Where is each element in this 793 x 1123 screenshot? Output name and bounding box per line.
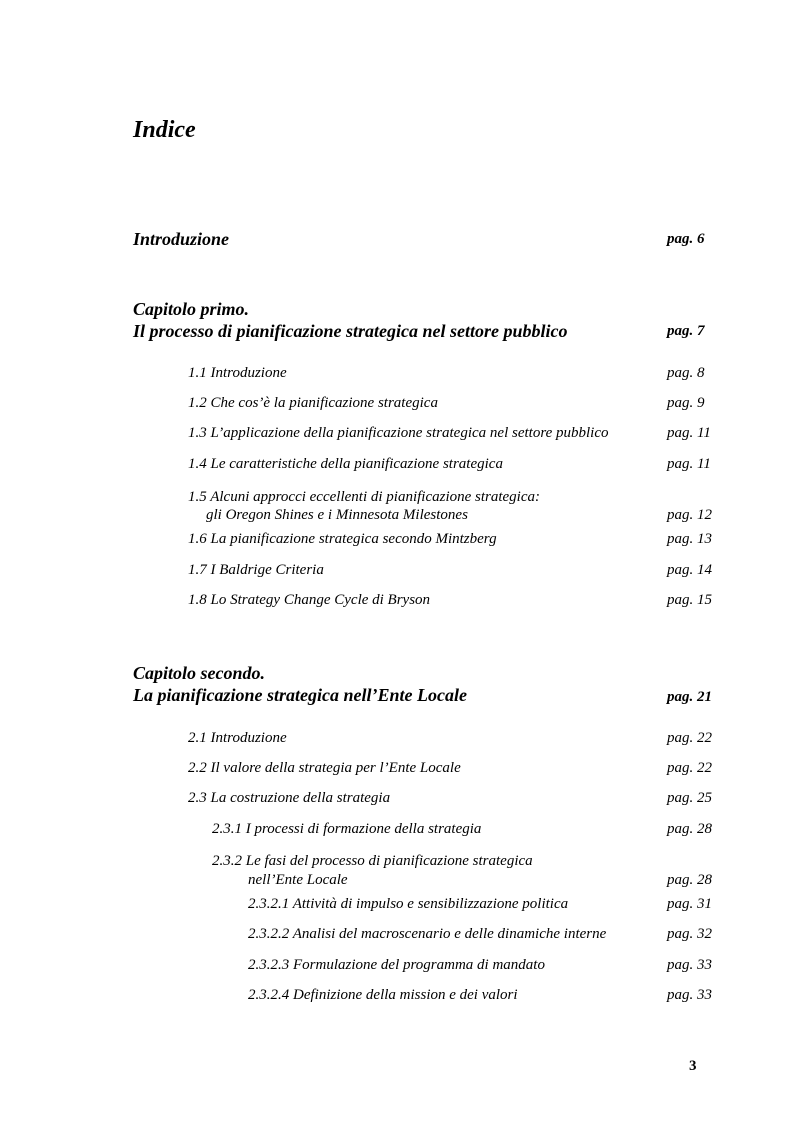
toc-entry-page: pag. 22 [667,730,712,746]
chapter2-page: pag. 21 [667,689,712,705]
toc-entry-page: pag. 25 [667,790,712,806]
toc-entry-page: pag. 15 [667,592,712,608]
page-number: 3 [689,1058,697,1074]
toc-entry-label: 2.3 La costruzione della strategia [188,790,391,806]
chapter2-title: La pianificazione strategica nell’Ente Locale [133,685,467,705]
toc-entry-label: 2.3.2.4 Definizione della mission e dei valori [248,987,518,1003]
toc-entry-page: pag. 33 [667,987,712,1003]
toc-entry-page: pag. 12 [667,507,712,523]
toc-entry-label: 2.3.2.1 Attività di impulso e sensibilizzazione politica [248,896,569,912]
toc-entry-label: 2.3.1 I processi di formazione della strategia [212,821,482,837]
toc-entry-label: 1.1 Introduzione [188,365,287,381]
toc-entry-label-continued: nell’Ente Locale [248,872,348,888]
toc-entry-label: 1.5 Alcuni approcci eccellenti di pianificazione strategica: [188,489,541,505]
toc-entry-label: 1.2 Che cos’è la pianificazione strategica [188,395,438,411]
toc-entry-label: 2.3.2 Le fasi del processo di pianificazione strategica [212,853,533,869]
toc-entry-page: pag. 11 [667,425,711,441]
toc-entry-label: 2.2 Il valore della strategia per l’Ente Locale [188,760,461,776]
toc-entry-label: 1.6 La pianificazione strategica secondo Mintzberg [188,531,497,547]
toc-entry-page: pag. 33 [667,957,712,973]
page-title: Indice [133,117,196,143]
chapter1-page: pag. 7 [667,323,705,339]
toc-entry-page: pag. 9 [667,395,705,411]
toc-entry-page: pag. 11 [667,456,711,472]
toc-entry-page: pag. 32 [667,926,712,942]
toc-entry-label: 1.3 L’applicazione della pianificazione strategica nel settore pubblico [188,425,609,441]
toc-entry-page: pag. 14 [667,562,712,578]
chapter1-title: Il processo di pianificazione strategica nel settore pubblico [133,321,568,341]
toc-entry-label: 2.1 Introduzione [188,730,287,746]
toc-entry-label-continued: gli Oregon Shines e i Minnesota Milestones [206,507,468,523]
toc-entry-label: 2.3.2.3 Formulazione del programma di mandato [248,957,545,973]
toc-entry-page: pag. 31 [667,896,712,912]
toc-entry-page: pag. 8 [667,365,705,381]
toc-entry-page: pag. 22 [667,760,712,776]
toc-intro-label: Introduzione [133,229,230,249]
toc-entry-label: 1.8 Lo Strategy Change Cycle di Bryson [188,592,431,608]
toc-entry-page: pag. 13 [667,531,712,547]
chapter1-heading: Capitolo primo. [133,299,250,319]
toc-entry-label: 2.3.2.2 Analisi del macroscenario e delle dinamiche interne [248,926,607,942]
toc-entry-page: pag. 28 [667,872,712,888]
toc-intro-page: pag. 6 [667,231,705,247]
toc-entry-label: 1.7 I Baldrige Criteria [188,562,324,578]
chapter2-heading: Capitolo secondo. [133,663,266,683]
toc-entry-label: 1.4 Le caratteristiche della pianificazione strategica [188,456,503,472]
toc-entry-page: pag. 28 [667,821,712,837]
